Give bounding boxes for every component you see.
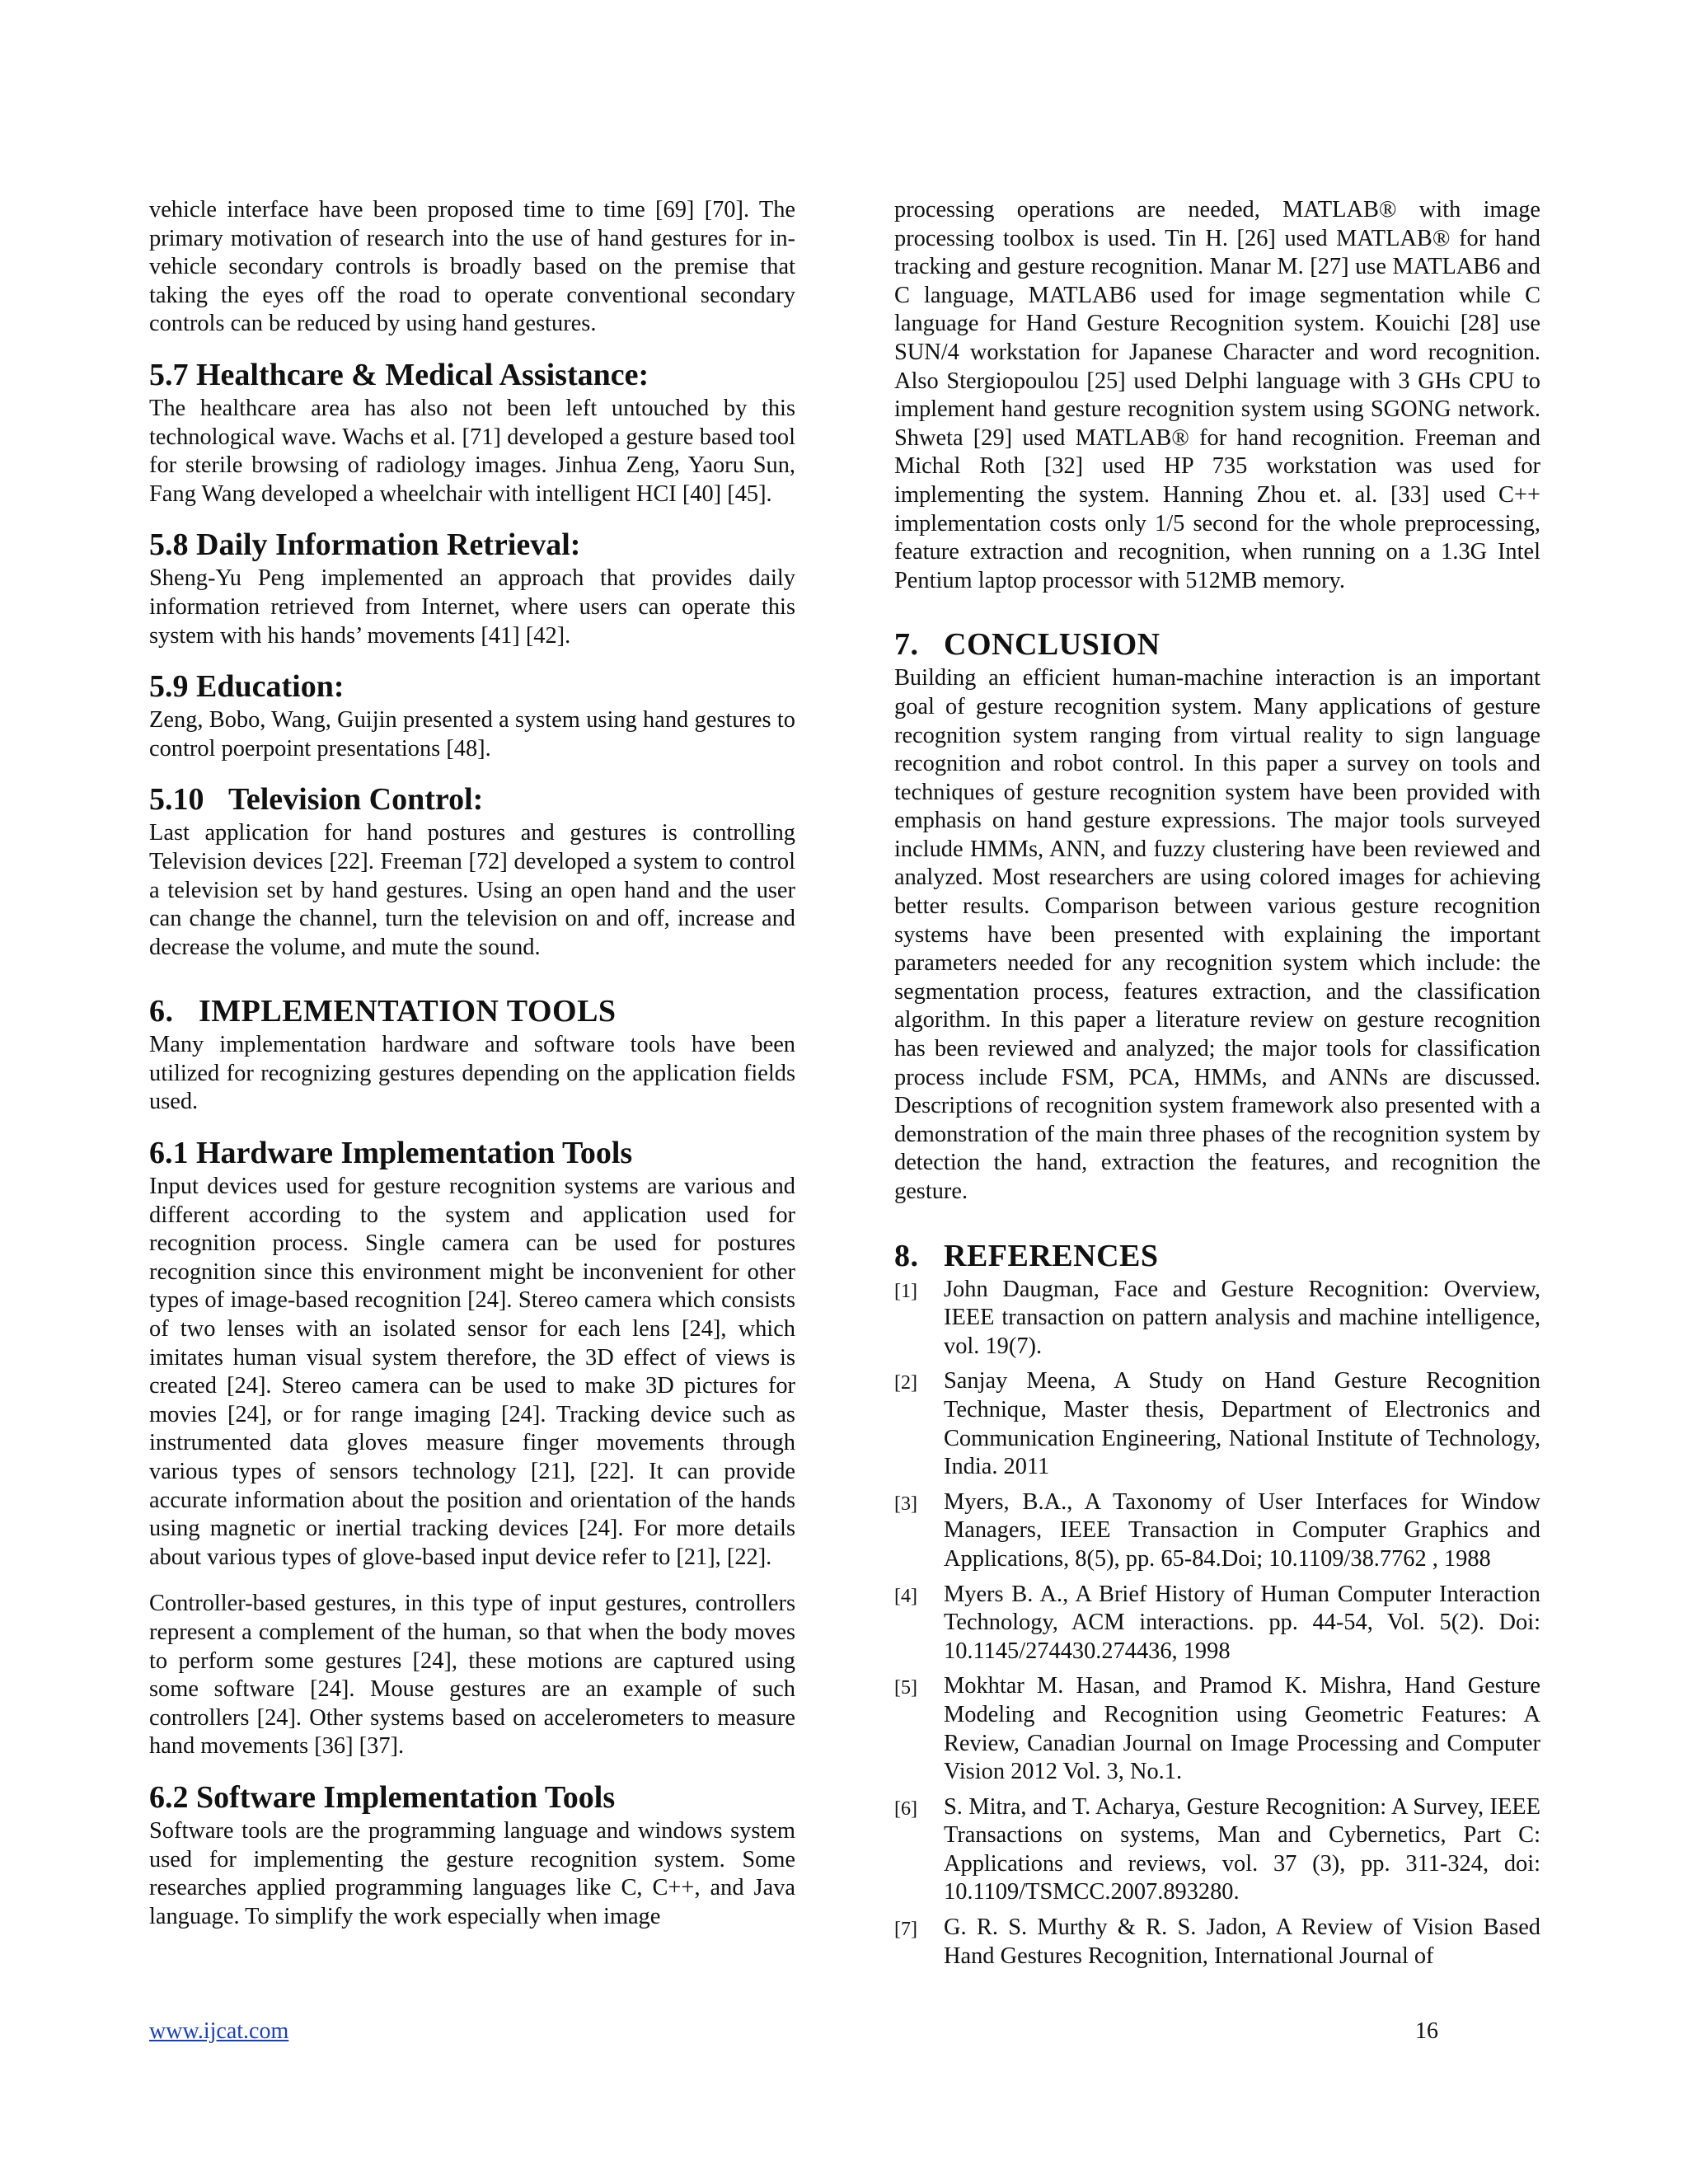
heading-6-1: 6.1 Hardware Implementation Tools	[149, 1136, 633, 1171]
left-column	[149, 196, 795, 1931]
heading-6	[149, 993, 795, 1029]
heading-5-7: 5.7 Healthcare & Medical Assistance:	[149, 357, 649, 392]
heading-5-10-number: 5.10	[149, 782, 204, 818]
heading-7	[894, 626, 1540, 663]
reference-number: [7]	[894, 1919, 917, 1941]
heading-5-10-title: Television Control:	[228, 782, 484, 818]
reference-item	[894, 1488, 1540, 1574]
paragraph-television: Last application for hand postures and gestures is controlling Television devices [22]. Freeman [72] developed a system to control a television set by hand gestures. Using an open hand and the user can change the channel, turn the television on and off, increase and decrease the volume, and mute the sound.	[149, 820, 795, 960]
reference-item	[894, 1276, 1540, 1361]
paragraph-conclusion: Building an efficient human-machine interaction is an important goal of gesture recognition system. Many applications of gesture recognition system ranging from virtual reality to sign language recognition and robot control. In this paper a survey on tools and techniques of gesture recognition system have been provided with emphasis on hand gesture expressions. The major tools surveyed include HMMs, ANN, and fuzzy clustering have been reviewed and analyzed. Most researchers are using colored images for achieving better results. Comparison between various gesture recognition systems have been presented with explaining the important parameters needed for any recognition system which include: the segmentation process, features extraction, and the classification algorithm. In this paper a literature review on gesture recognition has been reviewed and analyzed; the major tools for classification process include FSM, PCA, HMMs, and ANNs are discussed. Descriptions of recognition system framework also presented with a demonstration of the main three phases of the recognition system by detection the hand, extraction the features, and recognition the gesture.	[894, 665, 1540, 1204]
journal-website-link[interactable]: www.ijcat.com	[149, 2018, 289, 2044]
page-number: 16	[1415, 2018, 1438, 2044]
reference-text: G. R. S. Murthy & R. S. Jadon, A Review of Vision Based Hand Gestures Recognition, International Journal of	[944, 1915, 1540, 1969]
heading-6-number: 6.	[149, 994, 174, 1029]
heading-8-number: 8.	[894, 1238, 919, 1273]
reference-number: [3]	[894, 1493, 917, 1515]
paragraph-software: Software tools are the programming language and windows system used for implementing the gesture recognition system. Some researches applied programming languages like C, C++, and Java language. To simplify the work especially when image	[149, 1817, 795, 1929]
reference-text: S. Mitra, and T. Acharya, Gesture Recognition: A Survey, IEEE Transactions on systems, Man and Cybernetics, Part C: Applications and reviews, vol. 37 (3), pp. 311-324, doi: 10.1109/TSMCC.2007.893280.	[944, 1793, 1540, 1905]
paragraph-gap	[149, 1572, 795, 1590]
right-column	[894, 196, 1540, 1977]
paragraph-implementation-tools: Many implementation hardware and software tools have been utilized for recognizing gestures depending on the application fields used.	[149, 1032, 795, 1115]
heading-8	[894, 1238, 1540, 1274]
reference-item	[894, 1793, 1540, 1907]
paragraph-healthcare: The healthcare area has also not been left untouched by this technological wave. Wachs et al. [71] developed a gesture based tool for sterile browsing of radiology images. Jinhua Zeng, Yaoru Sun, Fang Wang developed a wheelchair with intelligent HCI [40] [45].	[149, 395, 795, 507]
reference-item	[894, 1367, 1540, 1481]
reference-number: [4]	[894, 1585, 917, 1607]
heading-7-title: CONCLUSION	[944, 627, 1160, 663]
reference-text: Myers B. A., A Brief History of Human Computer Interaction Technology, ACM interactions. pp. 44-54, Vol. 5(2). Doi: 10.1145/274430.274436, 1998	[944, 1581, 1540, 1664]
paragraph-hardware-b: Controller-based gestures, in this type of input gestures, controllers represent a complement of the human, so that when the body moves to perform some gestures [24], these motions are captured using some software [24]. Mouse gestures are an example of such controllers [24]. Other systems based on accelerometers to measure hand movements [36] [37].	[149, 1591, 795, 1760]
heading-5-10	[149, 781, 795, 818]
heading-6-2: 6.2 Software Implementation Tools	[149, 1779, 616, 1815]
reference-text: Mokhtar M. Hasan, and Pramod K. Mishra, Hand Gesture Modeling and Recognition using Geometric Features: A Review, Canadian Journal on Image Processing and Computer Vision 2012 Vol. 3, No.1.	[944, 1673, 1540, 1785]
reference-number: [6]	[894, 1797, 917, 1820]
reference-item	[894, 1581, 1540, 1666]
heading-6-title: IMPLEMENTATION TOOLS	[199, 994, 617, 1029]
paragraph-daily-info: Sheng-Yu Peng implemented an approach that provides daily information retrieved from Internet, where users can operate this system with his hands’ movements [41] [42].	[149, 565, 795, 649]
reference-item	[894, 1672, 1540, 1786]
reference-item	[894, 1914, 1540, 1971]
reference-list	[894, 1276, 1540, 1971]
heading-5-8: 5.8 Daily Information Retrieval:	[149, 527, 581, 563]
heading-8-title: REFERENCES	[944, 1238, 1159, 1273]
paragraph-education: Zeng, Bobo, Wang, Guijin presented a system using hand gestures to control poerpoint presentations [48].	[149, 707, 795, 762]
reference-number: [5]	[894, 1677, 917, 1699]
paragraph-hardware-a: Input devices used for gesture recognition systems are various and different according to the system and application used for recognition process. Single camera can be used for postures recognition since this environment might be inconvenient for other types of image-based recognition [24]. Stereo camera which consists of two lenses with an isolated sensor for each lens [24], which imitates human visual system therefore, the 3D effect of views is created [24]. Stereo camera can be used to make 3D pictures for movies [24], or for range imaging [24]. Tracking device such as instrumented data gloves measure finger movements through various types of sensors technology [21], [22]. It can provide accurate information about the position and orientation of the hands using magnetic or inertial tracking devices [24]. For more details about various types of glove-based input device refer to [21], [22].	[149, 1174, 795, 1570]
paragraph-software-continued: processing operations are needed, MATLAB® with image processing toolbox is used. Tin H. [26] used MATLAB® for hand tracking and gesture recognition. Manar M. [27] use MATLAB6 and C language, MATLAB6 used for image segmentation while C language for Hand Gesture Recognition system. Kouichi [28] use SUN/4 workstation for Japanese Character and word recognition. Also Stergiopoulou [25] used Delphi language with 3 GHs CPU to implement hand gesture recognition system using SGONG network. Shweta [29] used MATLAB® for hand recognition. Freeman and Michal Roth [32] used HP 735 workstation was used for implementing the system. Hanning Zhou et. al. [33] used C++ implementation costs only 1/5 second for the whole preprocessing, feature extraction and recognition, when running on a 1.3G Intel Pentium laptop processor with 512MB memory.	[894, 197, 1540, 593]
heading-5-9: 5.9 Education:	[149, 669, 345, 705]
reference-text: John Daugman, Face and Gesture Recognition: Overview, IEEE transaction on pattern analysis and machine intelligence, vol. 19(7).	[944, 1276, 1540, 1359]
reference-number: [1]	[894, 1280, 917, 1302]
reference-text: Sanjay Meena, A Study on Hand Gesture Recognition Technique, Master thesis, Department of Electronics and Communication Engineering, National Institute of Technology, India. 2011	[944, 1368, 1540, 1480]
paragraph-vehicle-interface: vehicle interface have been proposed time to time [69] [70]. The primary motivation of research into the use of hand gestures for in-vehicle secondary controls is broadly based on the premise that taking the eyes off the road to operate conventional secondary controls can be reduced by using hand gestures.	[149, 197, 795, 337]
reference-text: Myers, B.A., A Taxonomy of User Interfaces for Window Managers, IEEE Transaction in Computer Graphics and Applications, 8(5), pp. 65-84.Doi; 10.1109/38.7762 , 1988	[944, 1488, 1540, 1572]
heading-7-number: 7.	[894, 627, 919, 663]
reference-number: [2]	[894, 1372, 917, 1394]
